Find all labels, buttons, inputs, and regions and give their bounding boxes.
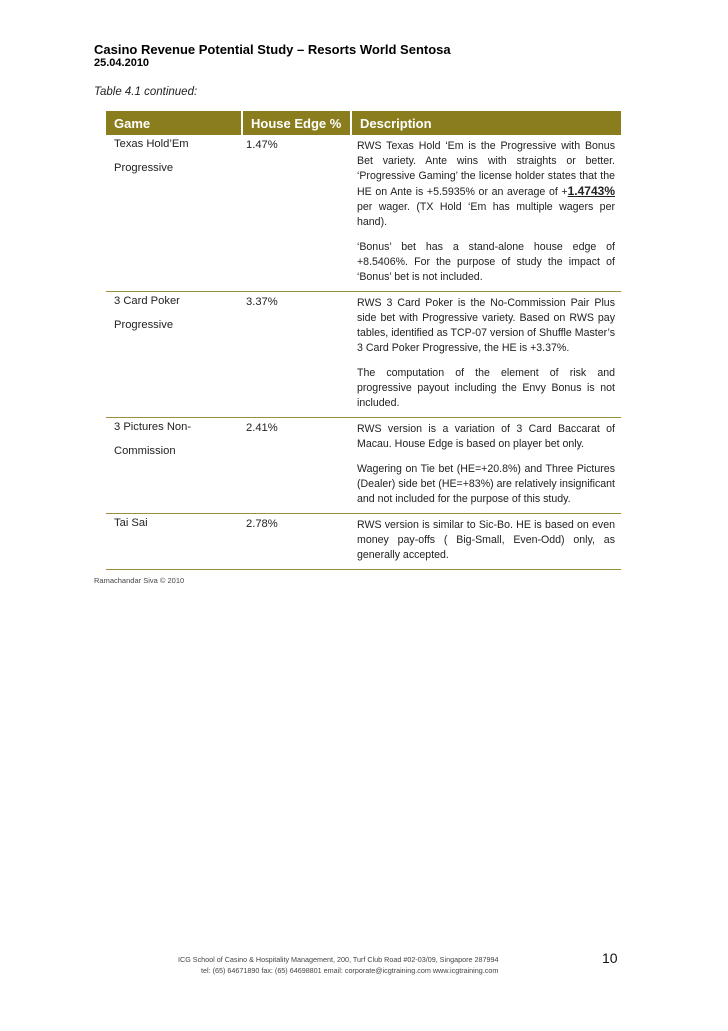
description-text: RWS version is similar to Sic-Bo. HE is based on even money pay-offs ( Big-Small, Even-Odd) only, as generally accepted. [357, 519, 615, 561]
description-text: RWS 3 Card Poker is the No-Commission Pair Plus side bet with Progressive variety. Based on RWS pay tables, identified as TCP-07 version of Shuffle Master’s 3 Card Poker Progressive, the HE is +3.37%. [357, 297, 615, 354]
footer-address: ICG School of Casino & Hospitality Management, 200, Turf Club Road #02-03/09, Singapore 287994 [178, 955, 499, 964]
col-header-game: Game [106, 111, 242, 135]
highlighted-value: 1.4743% [567, 184, 615, 198]
table-row [106, 514, 621, 570]
cell-house-edge: 3.37% [242, 292, 351, 418]
game-name-line: Progressive [114, 319, 174, 331]
table-row [106, 292, 621, 418]
game-name-line: 3 Card Poker [114, 295, 180, 307]
game-name-line: Texas Hold’Em [114, 138, 189, 150]
description-paragraph [357, 462, 615, 507]
cell-game [106, 418, 242, 514]
description-paragraph [357, 518, 615, 563]
description-paragraph [357, 296, 615, 356]
table-row [106, 135, 621, 292]
cell-description [351, 418, 621, 514]
table-caption: Table 4.1 continued: [94, 86, 198, 98]
cell-house-edge: 1.47% [242, 135, 351, 292]
game-name-line: Progressive [114, 162, 174, 174]
table-header-row [106, 111, 621, 135]
cell-game [106, 135, 242, 292]
cell-description [351, 514, 621, 570]
description-text: The computation of the element of risk and progressive payout including the Envy Bonus is not included. [357, 367, 615, 409]
cell-description [351, 135, 621, 292]
description-text: RWS Texas Hold ‘Em is the Progressive with Bonus Bet variety. Ante wins with straights or better. ‘Progressive Gaming’ the license holder states that the HE on Ante is +5.5935% or an average of + [357, 140, 615, 198]
cell-house-edge: 2.41% [242, 418, 351, 514]
cell-game [106, 292, 242, 418]
game-name-line: Commission [114, 445, 176, 457]
document-date: 25.04.2010 [94, 57, 150, 69]
col-header-description: Description [351, 111, 621, 135]
footer-contact: tel: (65) 64671890 fax: (65) 64698801 email: corporate@icgtraining.com www.icgtraining.com [201, 966, 499, 975]
description-paragraph [357, 139, 615, 230]
cell-description [351, 292, 621, 418]
table-row [106, 418, 621, 514]
cell-game [106, 514, 242, 570]
description-text: ‘Bonus’ bet has a stand-alone house edge of +8.5406%. For the purpose of study the impact of ‘Bonus’ bet is not included. [357, 241, 615, 283]
description-paragraph [357, 366, 615, 411]
col-header-house-edge: House Edge % [242, 111, 351, 135]
description-paragraph [357, 422, 615, 452]
description-text: Wagering on Tie bet (HE=+20.8%) and Three Pictures (Dealer) side bet (HE=+83%) are relatively insignificant and not included for the purpose of this study. [357, 463, 615, 505]
description-text: per wager. (TX Hold ‘Em has multiple wagers per hand). [357, 201, 615, 228]
cell-house-edge: 2.78% [242, 514, 351, 570]
description-paragraph [357, 240, 615, 285]
description-text: RWS version is a variation of 3 Card Baccarat of Macau. House Edge is based on player bet only. [357, 423, 615, 450]
game-name-line: Tai Sai [114, 517, 148, 529]
copyright: Ramachandar Siva © 2010 [94, 576, 185, 585]
game-name-line: 3 Pictures Non- [114, 421, 192, 433]
document-title: Casino Revenue Potential Study – Resorts World Sentosa [94, 42, 451, 57]
page-number: 10 [602, 950, 618, 966]
house-edge-table [106, 111, 621, 570]
